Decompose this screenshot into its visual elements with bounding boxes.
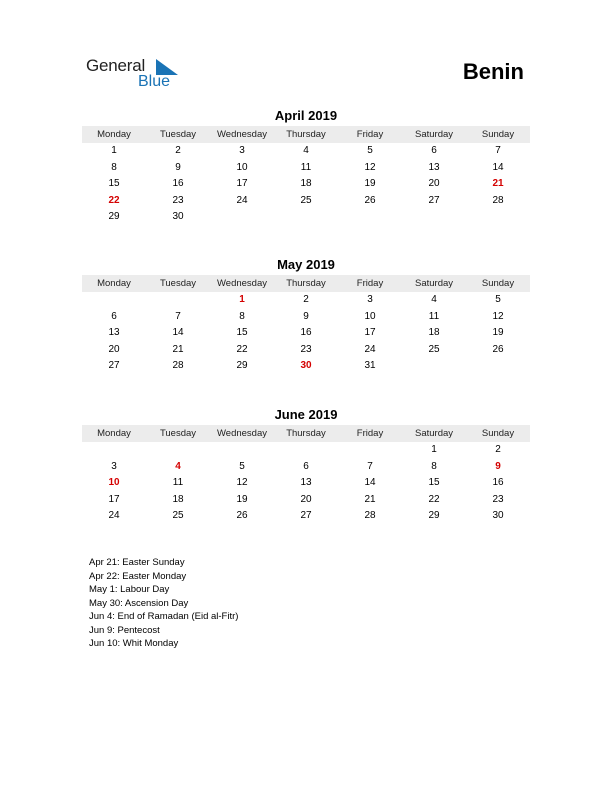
day-cell: 20: [108, 343, 120, 355]
empty-day-cell: [338, 442, 402, 459]
day-cell: 12: [236, 477, 248, 488]
week-row: [82, 143, 530, 160]
day-cell: 20: [300, 493, 312, 505]
day-cell: 17: [108, 493, 120, 505]
day-cell: 13: [300, 477, 312, 488]
day-cell: 25: [172, 510, 184, 521]
day-cell: 2: [303, 294, 309, 305]
day-cell: 31: [364, 360, 376, 371]
day-cell: 9: [303, 310, 309, 322]
empty-day-cell: [466, 209, 530, 226]
weekday-label: Tuesday: [159, 129, 197, 140]
weekday-header: [82, 275, 530, 292]
day-cell: 4: [175, 460, 181, 472]
day-cell: 8: [111, 161, 117, 173]
empty-day-cell: [82, 292, 146, 309]
day-cell: 21: [172, 343, 184, 355]
weekday-label: Friday: [356, 129, 384, 140]
weekday-label: Thursday: [286, 428, 326, 439]
day-cell: 10: [236, 161, 248, 173]
day-cell: 28: [172, 360, 184, 371]
day-cell: 18: [428, 327, 440, 338]
day-cell: 1: [431, 444, 437, 455]
day-cell: 21: [364, 493, 376, 505]
day-cell: 11: [172, 477, 184, 488]
day-cell: 4: [303, 145, 309, 156]
day-cell: 2: [175, 145, 181, 156]
day-cell: 1: [111, 145, 117, 156]
week-row: [82, 209, 530, 226]
empty-day-cell: [338, 209, 402, 226]
day-cell: 26: [364, 194, 376, 206]
week-row: [82, 160, 530, 177]
day-cell: 23: [172, 194, 184, 206]
weekday-header: [82, 126, 530, 143]
day-cell: 26: [236, 510, 248, 521]
day-cell: 3: [367, 294, 373, 305]
day-cell: 12: [492, 310, 504, 322]
day-cell: 18: [172, 493, 184, 505]
day-cell: 29: [108, 211, 120, 222]
day-cell: 5: [495, 294, 501, 305]
day-cell: 25: [300, 194, 312, 206]
day-cell: 10: [108, 477, 120, 488]
day-cell: 27: [428, 194, 440, 206]
day-cell: 19: [364, 178, 376, 189]
day-cell: 29: [236, 360, 248, 371]
day-cell: 11: [428, 310, 440, 322]
empty-day-cell: [210, 442, 274, 459]
week-row: [82, 309, 530, 326]
day-cell: 19: [236, 493, 248, 505]
week-row: [82, 325, 530, 342]
weekday-label: Thursday: [286, 129, 326, 140]
empty-day-cell: [146, 442, 210, 459]
day-cell: 27: [108, 360, 120, 371]
day-cell: 8: [239, 310, 245, 322]
day-cell: 7: [175, 310, 181, 322]
empty-day-cell: [402, 358, 466, 375]
day-cell: 17: [236, 178, 248, 189]
month-title: June 2019: [274, 407, 338, 422]
weekday-label: Wednesday: [217, 129, 267, 140]
weekday-label: Sunday: [481, 428, 515, 439]
day-cell: 28: [492, 194, 504, 206]
day-cell: 19: [492, 327, 504, 338]
month-title: April 2019: [274, 108, 338, 123]
weekday-label: Friday: [356, 428, 384, 439]
day-cell: 28: [364, 510, 376, 521]
empty-day-cell: [402, 209, 466, 226]
day-cell: 22: [108, 194, 120, 206]
day-cell: 29: [428, 510, 440, 521]
week-row: [82, 508, 530, 525]
day-cell: 24: [236, 194, 248, 206]
month-april: [82, 107, 530, 226]
weekday-label: Saturday: [414, 278, 454, 289]
weekday-label: Monday: [97, 278, 131, 289]
day-cell: 8: [431, 460, 437, 472]
day-cell: 24: [108, 510, 120, 521]
logo-general-text: General: [86, 56, 146, 75]
day-cell: 7: [367, 460, 373, 472]
generalblue-logo: [86, 56, 196, 92]
day-cell: 18: [300, 178, 312, 189]
day-cell: 14: [364, 477, 376, 488]
day-cell: 4: [431, 294, 437, 305]
day-cell: 12: [364, 161, 376, 173]
day-cell: 6: [111, 310, 117, 322]
day-cell: 2: [495, 444, 501, 455]
day-cell: 17: [364, 327, 376, 338]
week-row: [82, 442, 530, 459]
logo-blue-text: Blue: [138, 73, 171, 90]
week-row: [82, 342, 530, 359]
weekday-label: Saturday: [414, 428, 454, 439]
weekday-label: Sunday: [481, 278, 515, 289]
day-cell: 30: [172, 211, 184, 222]
weekday-label: Tuesday: [159, 278, 197, 289]
month-title: May 2019: [277, 257, 335, 272]
day-cell: 3: [111, 460, 117, 472]
week-row: [82, 475, 530, 492]
day-cell: 9: [175, 161, 181, 173]
day-cell: 13: [428, 161, 440, 173]
holiday-note: Apr 22: Easter Monday: [89, 570, 187, 582]
day-cell: 16: [492, 477, 504, 488]
day-cell: 27: [300, 510, 312, 521]
empty-day-cell: [82, 442, 146, 459]
month-june: [82, 406, 530, 525]
day-cell: 14: [492, 161, 504, 173]
weekday-label: Monday: [97, 428, 131, 439]
holiday-note: Jun 10: Whit Monday: [89, 638, 179, 649]
day-cell: 13: [108, 327, 120, 338]
day-cell: 6: [303, 460, 309, 472]
day-cell: 14: [172, 327, 184, 338]
day-cell: 23: [300, 343, 312, 355]
day-cell: 15: [236, 327, 248, 338]
day-cell: 24: [364, 343, 376, 355]
day-cell: 22: [428, 493, 440, 505]
weekday-label: Wednesday: [217, 428, 267, 439]
day-cell: 25: [428, 343, 440, 355]
day-cell: 1: [239, 294, 245, 305]
month-grid: [82, 143, 530, 226]
week-row: [82, 193, 530, 210]
weekday-label: Monday: [97, 129, 131, 140]
day-cell: 5: [239, 460, 245, 472]
day-cell: 5: [367, 145, 373, 156]
empty-day-cell: [466, 358, 530, 375]
empty-day-cell: [274, 209, 338, 226]
weekday-label: Friday: [356, 278, 384, 289]
day-cell: 22: [236, 343, 248, 355]
day-cell: 7: [495, 145, 501, 156]
holiday-notes: [89, 556, 238, 651]
holiday-note: Jun 9: Pentecost: [89, 624, 160, 636]
weekday-label: Saturday: [414, 129, 454, 140]
day-cell: 26: [492, 343, 504, 355]
empty-day-cell: [210, 209, 274, 226]
day-cell: 23: [492, 493, 504, 505]
month-grid: [82, 292, 530, 375]
month-grid: [82, 442, 530, 525]
weekday-header: [82, 425, 530, 442]
day-cell: 3: [239, 145, 245, 156]
week-row: [82, 292, 530, 309]
empty-day-cell: [146, 292, 210, 309]
week-row: [82, 176, 530, 193]
day-cell: 30: [492, 510, 504, 521]
weekday-label: Wednesday: [217, 278, 267, 289]
holiday-note: May 1: Labour Day: [89, 584, 170, 595]
holiday-note: Apr 21: Easter Sunday: [89, 557, 185, 568]
day-cell: 16: [300, 327, 312, 338]
week-row: [82, 492, 530, 509]
day-cell: 11: [300, 161, 312, 173]
day-cell: 9: [495, 460, 501, 472]
day-cell: 6: [431, 145, 437, 156]
holiday-note: May 30: Ascension Day: [89, 597, 189, 609]
week-row: [82, 459, 530, 476]
month-may: [82, 256, 530, 375]
day-cell: 30: [300, 360, 312, 371]
day-cell: 15: [428, 477, 440, 488]
holiday-note: Jun 4: End of Ramadan (Eid al-Fitr): [89, 611, 239, 622]
day-cell: 20: [428, 178, 440, 189]
week-row: [82, 358, 530, 375]
weekday-label: Tuesday: [159, 428, 197, 439]
weekday-label: Thursday: [286, 278, 326, 289]
day-cell: 21: [492, 178, 504, 189]
empty-day-cell: [274, 442, 338, 459]
day-cell: 16: [172, 178, 184, 189]
weekday-label: Sunday: [481, 129, 515, 140]
day-cell: 10: [364, 310, 376, 322]
country-title: Benin: [462, 59, 524, 84]
day-cell: 15: [108, 178, 120, 189]
